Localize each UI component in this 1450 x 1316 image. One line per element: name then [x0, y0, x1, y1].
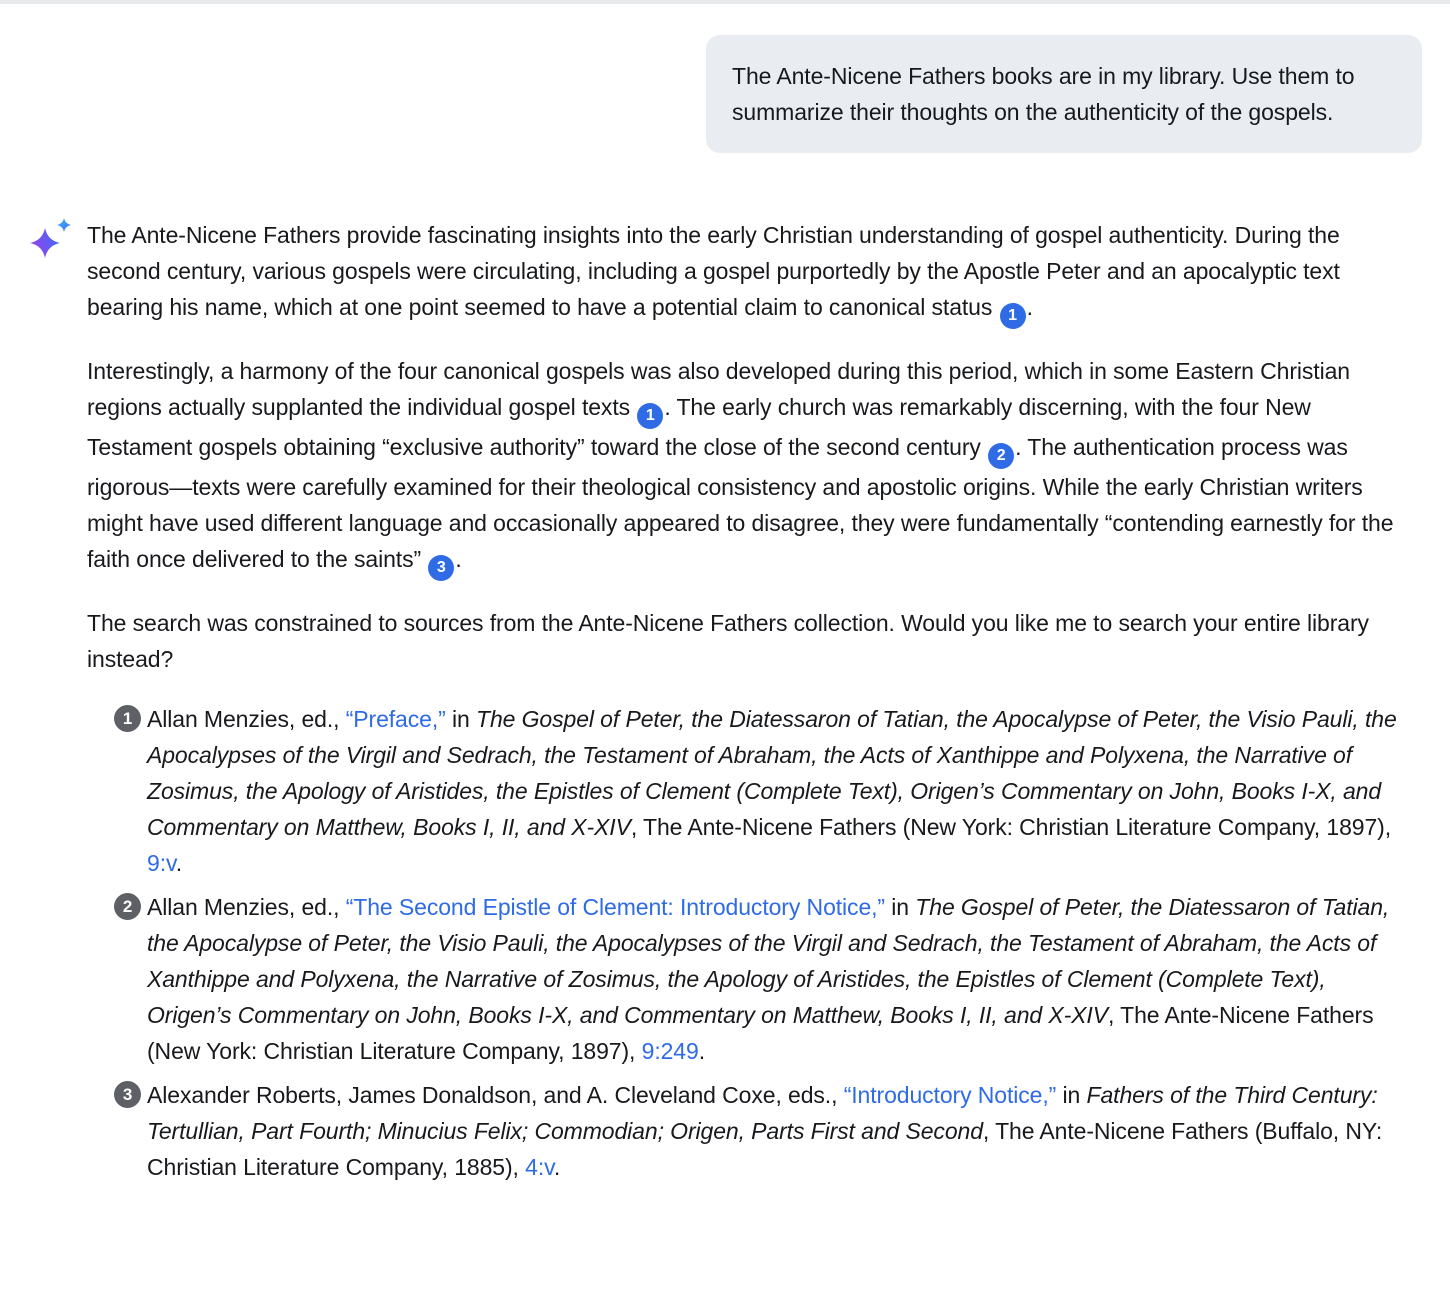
citation-badge[interactable]: 2: [988, 443, 1014, 469]
text-run: in: [445, 706, 476, 732]
text-run: , The Ante-Nicene Fathers (New York: Christian Literature Company, 1897),: [630, 814, 1391, 840]
text-run: , The Ante-Nicene Fathers (New York: Christian Literature Company, 1897),: [147, 1002, 1374, 1064]
text-run: Interestingly, a harmony of the four canonical gospels was also developed during this period, which in some Eastern Christian regions actually supplanted the individual gospel texts: [87, 358, 1350, 420]
text-run: Allan Menzies, ed.,: [147, 706, 346, 732]
footnote-text: [147, 894, 1389, 1064]
footnote-item-3: [114, 1077, 1404, 1185]
text-run: .: [698, 1038, 705, 1064]
text-run: .: [455, 546, 462, 572]
text-run: , The Ante-Nicene Fathers (Buffalo, NY: Christian Literature Company, 1885),: [147, 1118, 1383, 1180]
text-run: Alexander Roberts, James Donaldson, and A. Cleveland Coxe, eds.,: [147, 1082, 844, 1108]
text-run: The Ante-Nicene Fathers provide fascinating insights into the early Christian understanding of gospel authenticity. During the second century, various gospels were circulating, including a gospel purportedly by the Apostle Peter and an apocalyptic text bearing his name, which at one point seemed to have a potential claim to canonical status: [87, 222, 1340, 320]
text-run: . The early church was remarkably discerning, with the four New Testament gospels obtaining “exclusive authority” toward the close of the second century: [87, 394, 1311, 460]
source-link[interactable]: 9:v: [147, 850, 176, 876]
text-run: .: [1026, 294, 1033, 320]
citation-badge[interactable]: 3: [428, 555, 454, 581]
citation-badge[interactable]: 1: [637, 403, 663, 429]
source-link[interactable]: “The Second Epistle of Clement: Introductory Notice,”: [345, 894, 885, 920]
work-title: The Gospel of Peter, the Diatessaron of Tatian, the Apocalypse of Peter, the Visio Pauli, the Apocalypses of the Virgil and Sedrach, the Testament of Abraham, the Acts of Xanthippe and Polyxena, the Narrative of Zosimus, the Apology of Aristides, the Epistles of Clement (Complete Text), Origen’s Commentary on John, Books I-X, and Commentary on Matthew, Books I, II, and X-XIV: [147, 894, 1390, 1028]
assistant-paragraph-1: [87, 217, 1404, 329]
source-link[interactable]: “Introductory Notice,”: [843, 1082, 1057, 1108]
source-link[interactable]: 9:249: [641, 1038, 699, 1064]
text-run: Allan Menzies, ed.,: [147, 894, 346, 920]
text-run: in: [1056, 1082, 1087, 1108]
user-message-row: [0, 4, 1450, 153]
footnote-number-badge: 2: [114, 893, 141, 920]
text-run: in: [885, 894, 916, 920]
user-message-bubble: The Ante-Nicene Fathers books are in my library. Use them to summarize their thoughts on the authenticity of the gospels.: [706, 35, 1422, 153]
citation-badge[interactable]: 1: [1000, 303, 1026, 329]
footnote-text: [147, 706, 1397, 876]
footnote-text: [147, 1082, 1382, 1180]
assistant-paragraph-3: [87, 605, 1404, 677]
text-run: The search was constrained to sources from the Ante-Nicene Fathers collection. Would you like me to search your entire library instead?: [87, 610, 1369, 672]
footnote-item-1: [114, 701, 1404, 881]
footnotes-list: [114, 701, 1404, 1185]
assistant-message-content: [87, 217, 1404, 1193]
sparkles-icon: [30, 217, 72, 264]
text-run: .: [553, 1154, 561, 1180]
footnote-number-badge: 3: [114, 1081, 141, 1108]
footnote-item-2: [114, 889, 1404, 1069]
text-run: .: [175, 850, 182, 876]
assistant-paragraph-2: [87, 353, 1404, 581]
work-title: Fathers of the Third Century: Tertullian, Part Fourth; Minucius Felix; Commodian; Origen, Parts First and Second: [147, 1082, 1378, 1144]
assistant-message-row: [0, 153, 1450, 1193]
source-link[interactable]: “Preface,”: [345, 706, 446, 732]
source-link[interactable]: 4:v: [525, 1154, 554, 1180]
text-run: . The authentication process was rigorous—texts were carefully examined for their theological consistency and apostolic origins. While the early Christian writers might have used different language and occasionally appeared to disagree, they were fundamentally “contending earnestly for the faith once delivered to the saints”: [87, 434, 1394, 572]
footnote-number-badge: 1: [114, 705, 141, 732]
work-title: The Gospel of Peter, the Diatessaron of Tatian, the Apocalypse of Peter, the Visio Pauli, the Apocalypses of the Virgil and Sedrach, the Testament of Abraham, the Acts of Xanthippe and Polyxena, the Narrative of Zosimus, the Apology of Aristides, the Epistles of Clement (Complete Text), Origen’s Commentary on John, Books I-X, and Commentary on Matthew, Books I, II, and X-XIV: [147, 706, 1397, 840]
